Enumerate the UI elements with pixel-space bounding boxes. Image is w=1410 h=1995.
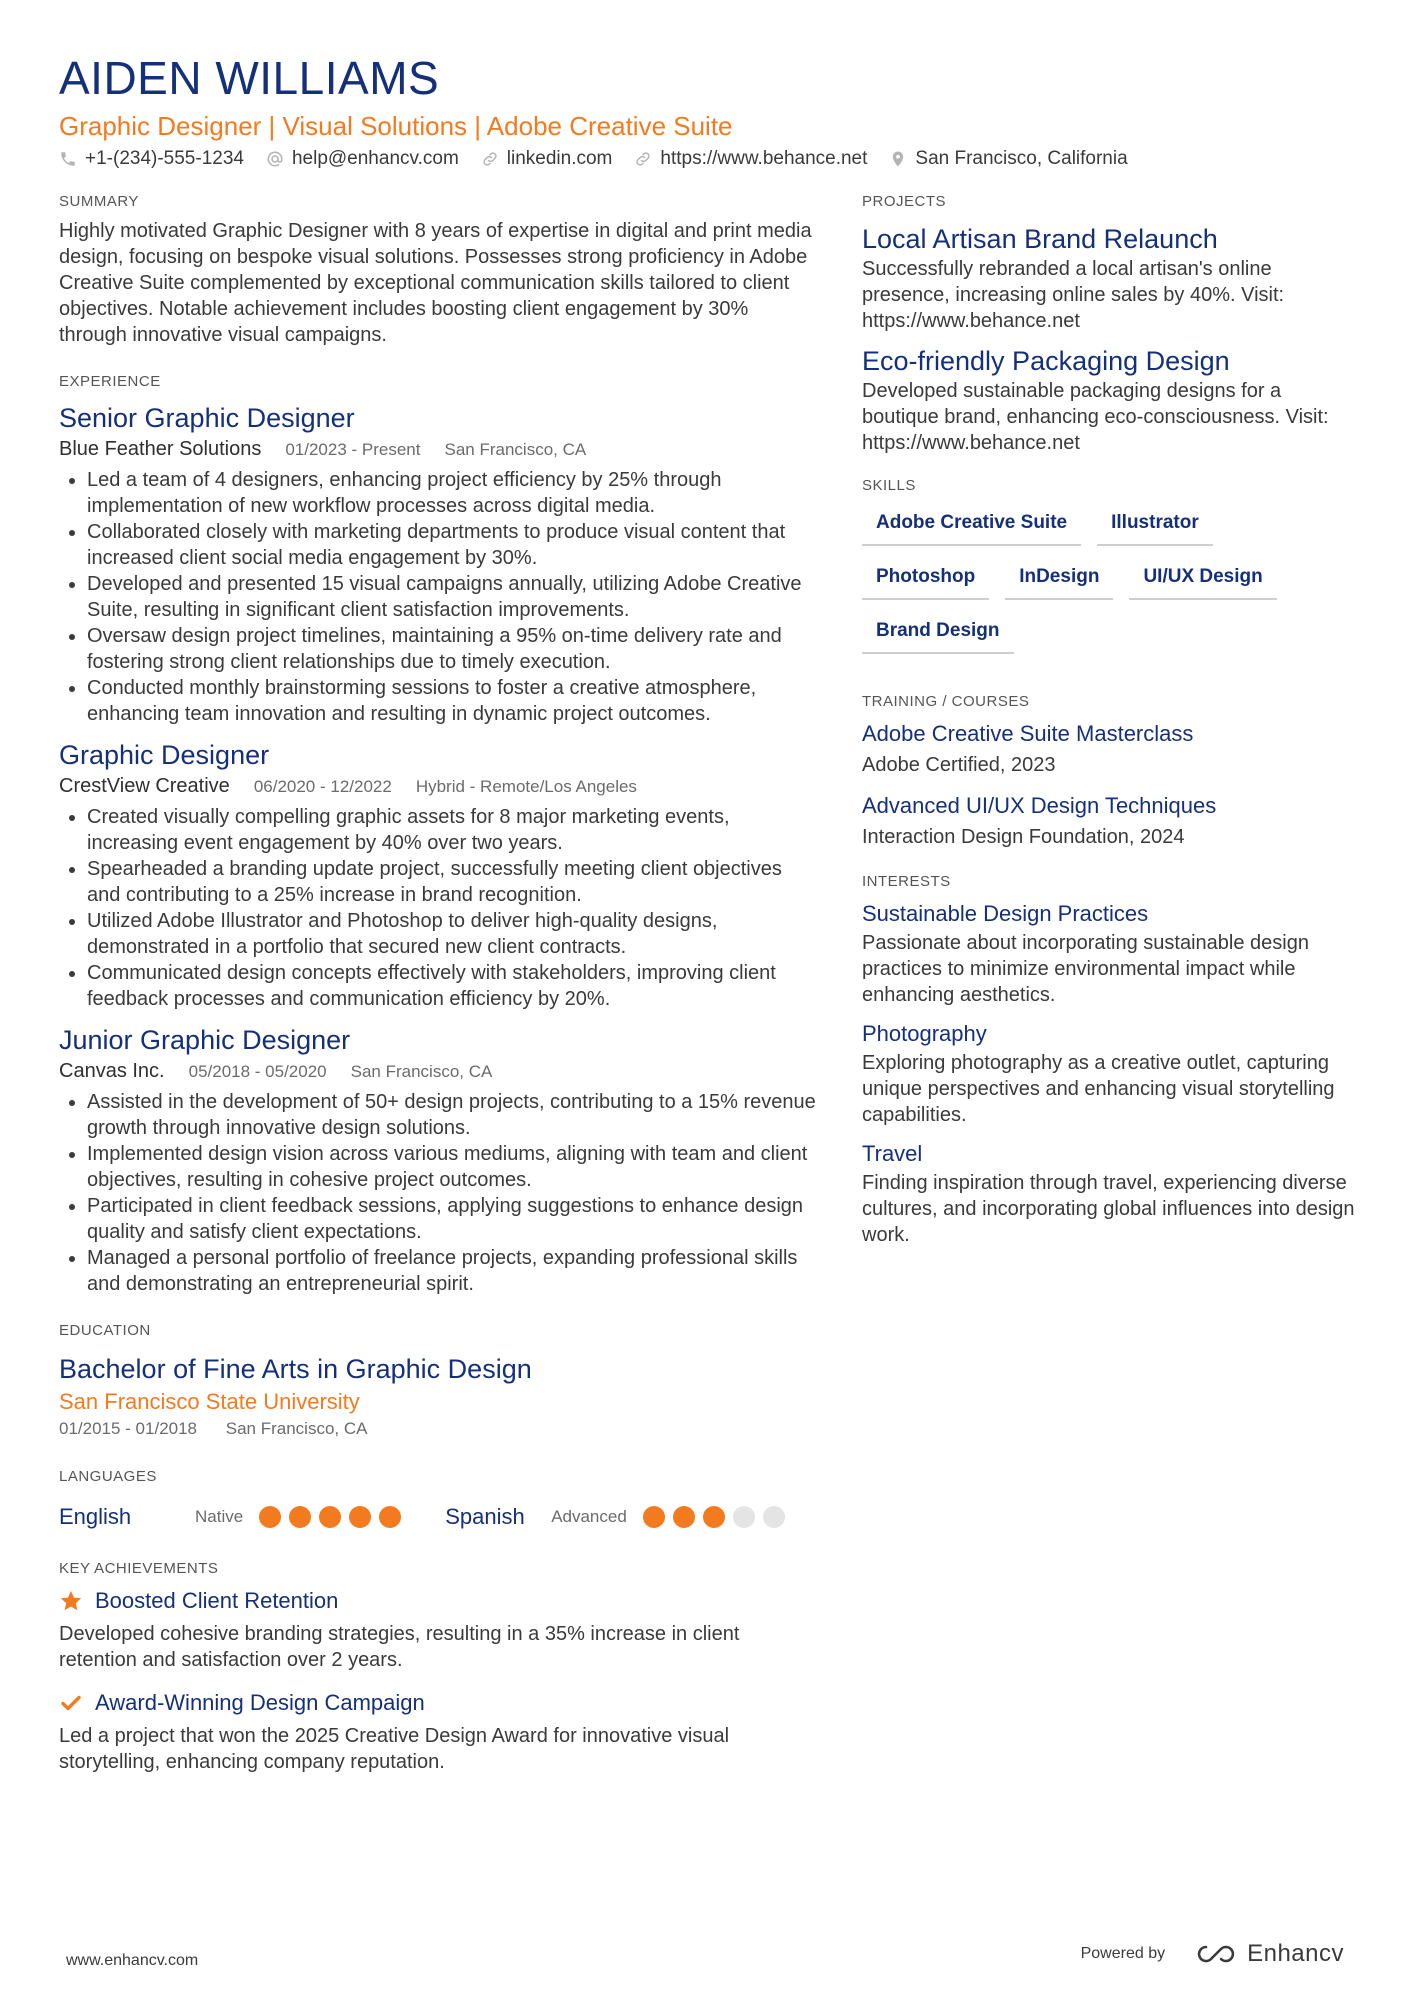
rating-dot-filled xyxy=(289,1506,311,1528)
list-item: • Assisted in the development of 50+ design projects, contributing to a 15% revenue growth through innovative design solutions. xyxy=(87,1089,819,1141)
rating-dot-filled xyxy=(259,1506,281,1528)
interest-title: Travel xyxy=(862,1141,923,1166)
contact-behance[interactable] xyxy=(634,148,867,170)
interest-item xyxy=(862,1138,1362,1248)
list-item: • Led a team of 4 designers, enhancing project efficiency by 25% through implementation of new workflow processes across digital media. xyxy=(87,467,819,519)
enhancv-logo-icon xyxy=(1193,1941,1239,1967)
interest-item xyxy=(862,898,1362,1008)
education-location: San Francisco, CA xyxy=(225,1419,368,1438)
languages-section xyxy=(59,1461,819,1535)
achievement-item xyxy=(59,1585,819,1673)
project-title: Eco-friendly Packaging Design xyxy=(862,346,1230,376)
education-heading: EDUCATION xyxy=(59,1322,151,1339)
skills-list xyxy=(862,506,1362,668)
job-location: Hybrid - Remote/Los Angeles xyxy=(415,777,637,796)
achievement-item xyxy=(59,1687,819,1775)
skill-tag: Illustrator xyxy=(1097,506,1213,546)
projects-section xyxy=(862,186,1362,456)
resume-header xyxy=(59,50,1359,170)
job-title: Senior Graphic Designer xyxy=(59,403,355,433)
interest-item xyxy=(862,1018,1362,1128)
contact-email-text: help@enhancv.com xyxy=(291,148,459,169)
candidate-name: AIDEN WILLIAMS xyxy=(59,52,440,104)
job-location: San Francisco, CA xyxy=(350,1062,493,1081)
language-item xyxy=(445,1504,793,1530)
skill-tag: Photoshop xyxy=(862,560,989,600)
languages-row xyxy=(59,1499,819,1535)
language-name: Spanish xyxy=(445,1504,525,1529)
skills-heading: SKILLS xyxy=(862,477,916,494)
list-item: • Implemented design vision across various mediums, aligning with team and client objectives, resulting in cohesive project outcomes. xyxy=(87,1141,819,1193)
job-entry xyxy=(59,1022,819,1297)
project-text: Developed sustainable packaging designs for a boutique brand, enhancing eco-consciousness. Visit: https://www.behance.net xyxy=(862,380,1329,454)
star-icon xyxy=(59,1589,83,1613)
skill-tag: Adobe Creative Suite xyxy=(862,506,1081,546)
rating-dot-filled xyxy=(703,1506,725,1528)
list-item: • Communicated design concepts effectively with stakeholders, improving client feedback processes and communication efficiency by 20%. xyxy=(87,960,819,1012)
list-item: • Utilized Adobe Illustrator and Photoshop to deliver high-quality designs, demonstrated in a portfolio that secured new client contracts. xyxy=(87,908,819,960)
list-item: • Oversaw design project timelines, maintaining a 95% on-time delivery rate and fostering strong client relationships due to timely execution. xyxy=(87,623,819,675)
list-item: • Created visually compelling graphic assets for 8 major marketing events, increasing event engagement by 40% over two years. xyxy=(87,804,819,856)
skill-tag: InDesign xyxy=(1005,560,1113,600)
projects-heading: PROJECTS xyxy=(862,193,947,210)
language-item xyxy=(59,1504,409,1530)
contact-email[interactable] xyxy=(266,148,459,170)
project-text: Successfully rebranded a local artisan's online presence, increasing online sales by 40%. Visit: https://www.behance.net xyxy=(862,258,1285,332)
rating-dot-filled xyxy=(379,1506,401,1528)
job-title: Graphic Designer xyxy=(59,740,270,770)
job-location: San Francisco, CA xyxy=(444,440,587,459)
course-title: Advanced UI/UX Design Techniques xyxy=(862,793,1217,818)
education-degree: Bachelor of Fine Arts in Graphic Design xyxy=(59,1354,532,1384)
course-item xyxy=(862,790,1362,852)
summary-section xyxy=(59,186,819,348)
job-bullets xyxy=(59,804,819,1012)
list-item: • Participated in client feedback sessions, applying suggestions to enhance design quality and satisfy client expectations. xyxy=(87,1193,819,1245)
list-item: • Spearheaded a branding update project, successfully meeting client objectives and contributing to a 25% increase in brand recognition. xyxy=(87,856,819,908)
languages-heading: LANGUAGES xyxy=(59,1468,157,1485)
link-icon xyxy=(634,150,652,168)
interest-text: Passionate about incorporating sustainable design practices to minimize environmental impact while enhancing aesthetics. xyxy=(862,932,1309,1006)
link-icon xyxy=(481,150,499,168)
contact-location xyxy=(889,148,1127,170)
interest-title: Sustainable Design Practices xyxy=(862,901,1149,926)
footer-url[interactable]: www.enhancv.com xyxy=(66,1952,199,1969)
right-column xyxy=(862,186,1362,1258)
headline: Graphic Designer | Visual Solutions | Adobe Creative Suite xyxy=(59,111,733,141)
experience-section xyxy=(59,366,819,1297)
contact-location-text: San Francisco, California xyxy=(915,148,1128,169)
education-section xyxy=(59,1315,819,1441)
project-item xyxy=(862,344,1362,456)
job-meta xyxy=(59,773,819,800)
checkmark-icon xyxy=(59,1691,83,1715)
achievement-text: Led a project that won the 2025 Creative Design Award for innovative visual storytelling, enhancing company reputation. xyxy=(59,1725,730,1773)
list-item: • Managed a personal portfolio of freelance projects, expanding professional skills and demonstrating an entrepreneurial spirit. xyxy=(87,1245,819,1297)
powered-by-label: Powered by xyxy=(1080,1945,1166,1962)
list-item: • Collaborated closely with marketing departments to produce visual content that increased client social media engagement by 30%. xyxy=(87,519,819,571)
rating-dot-empty xyxy=(763,1506,785,1528)
course-title: Adobe Creative Suite Masterclass xyxy=(862,721,1194,746)
job-meta xyxy=(59,436,819,463)
education-school: San Francisco State University xyxy=(59,1389,360,1414)
course-provider: Interaction Design Foundation, 2024 xyxy=(862,826,1185,848)
language-level: Native xyxy=(195,1507,244,1526)
achievements-heading: KEY ACHIEVEMENTS xyxy=(59,1560,219,1577)
summary-heading: SUMMARY xyxy=(59,193,139,210)
footer-brand[interactable] xyxy=(1081,1940,1344,1968)
interest-text: Exploring photography as a creative outlet, capturing unique perspectives and enhancing visual storytelling capabilities. xyxy=(862,1052,1335,1126)
location-pin-icon xyxy=(889,150,907,168)
training-heading: TRAINING / COURSES xyxy=(862,693,1030,710)
language-rating xyxy=(259,1506,409,1528)
list-item: • Developed and presented 15 visual campaigns annually, utilizing Adobe Creative Suite, resulting in significant client satisfaction improvements. xyxy=(87,571,819,623)
interest-text: Finding inspiration through travel, experiencing diverse cultures, and incorporating global influences into design work. xyxy=(862,1172,1355,1246)
language-name: English xyxy=(59,1504,132,1529)
contact-behance-text: https://www.behance.net xyxy=(660,148,868,169)
contact-bar xyxy=(59,148,1359,170)
course-provider: Adobe Certified, 2023 xyxy=(862,754,1056,776)
rating-dot-empty xyxy=(733,1506,755,1528)
achievement-text: Developed cohesive branding strategies, resulting in a 35% increase in client retention and satisfaction over 2 years. xyxy=(59,1623,740,1671)
job-dates: 05/2018 - 05/2020 xyxy=(188,1062,327,1081)
achievement-title: Boosted Client Retention xyxy=(95,1588,339,1613)
interests-heading: INTERESTS xyxy=(862,873,951,890)
job-company: CrestView Creative xyxy=(59,775,230,797)
job-dates: 06/2020 - 12/2022 xyxy=(253,777,392,796)
at-icon xyxy=(266,150,284,168)
job-title: Junior Graphic Designer xyxy=(59,1025,351,1055)
rating-dot-filled xyxy=(349,1506,371,1528)
skill-tag: UI/UX Design xyxy=(1129,560,1276,600)
language-rating xyxy=(643,1506,793,1528)
contact-phone[interactable] xyxy=(59,148,244,170)
job-entry xyxy=(59,737,819,1012)
job-bullets xyxy=(59,467,819,727)
training-section xyxy=(862,686,1362,852)
list-item: • Conducted monthly brainstorming sessions to foster a creative atmosphere, enhancing team innovation and resulting in dynamic project outcomes. xyxy=(87,675,819,727)
skills-section xyxy=(862,470,1362,668)
job-bullets xyxy=(59,1089,819,1297)
rating-dot-filled xyxy=(319,1506,341,1528)
project-item xyxy=(862,222,1362,334)
project-title: Local Artisan Brand Relaunch xyxy=(862,224,1218,254)
summary-text: Highly motivated Graphic Designer with 8 years of expertise in digital and print media design, focusing on bespoke visual solutions. Possesses strong proficiency in Adobe Creative Suite complemented by exceptional communication skills tailored to client objectives. Notable achievement includes boosting client engagement by 30% through innovative visual campaigns. xyxy=(59,220,812,346)
job-meta xyxy=(59,1058,819,1085)
job-dates: 01/2023 - Present xyxy=(285,440,421,459)
left-column xyxy=(59,186,819,1775)
contact-phone-text: +1-(234)-555-1234 xyxy=(85,148,244,169)
phone-icon xyxy=(59,150,77,168)
experience-heading: EXPERIENCE xyxy=(59,373,161,390)
skill-tag: Brand Design xyxy=(862,614,1014,654)
contact-linkedin[interactable] xyxy=(481,148,613,170)
rating-dot-filled xyxy=(673,1506,695,1528)
language-level: Advanced xyxy=(551,1507,627,1526)
interests-section xyxy=(862,866,1362,1248)
interest-title: Photography xyxy=(862,1021,987,1046)
brand-name: Enhancv xyxy=(1247,1940,1344,1967)
job-company: Blue Feather Solutions xyxy=(59,438,262,460)
education-dates: 01/2015 - 01/2018 xyxy=(59,1419,198,1438)
course-item xyxy=(862,718,1362,780)
achievement-title: Award-Winning Design Campaign xyxy=(95,1690,425,1715)
contact-linkedin-text: linkedin.com xyxy=(506,148,613,169)
education-meta xyxy=(59,1417,819,1441)
rating-dot-filled xyxy=(643,1506,665,1528)
job-company: Canvas Inc. xyxy=(59,1060,165,1082)
achievements-section xyxy=(59,1553,819,1775)
job-entry xyxy=(59,400,819,727)
